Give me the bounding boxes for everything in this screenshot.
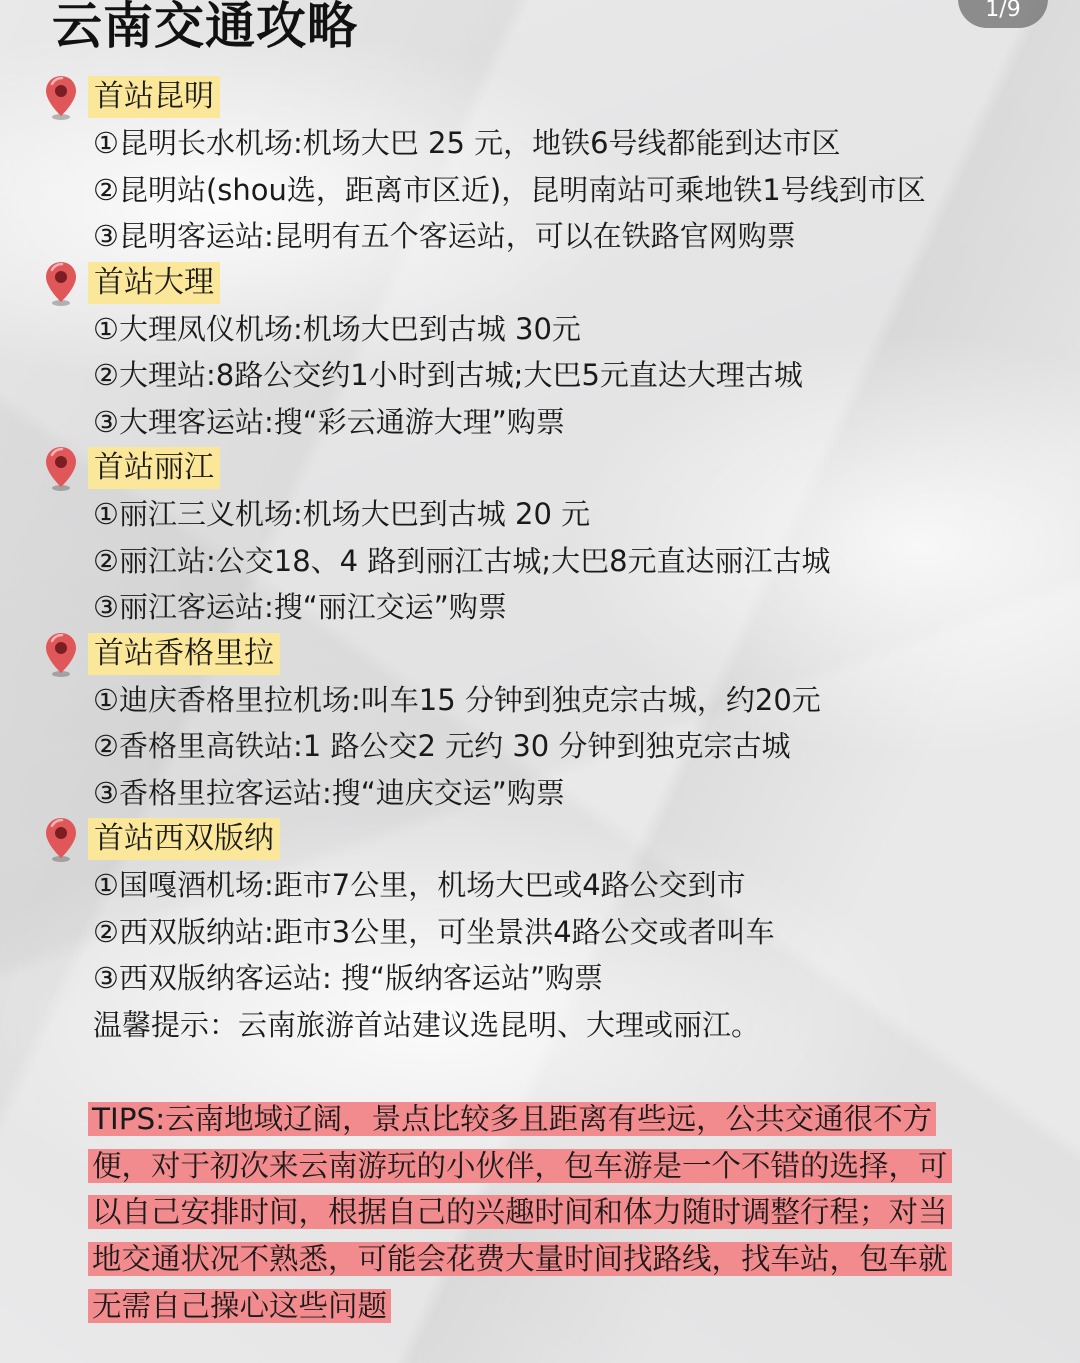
tips-text: 便，对于初次来云南游玩的小伙伴，包车游是一个不错的选择，可 [88, 1149, 952, 1183]
list-item: ①国嘎酒机场:距市7公里，机场大巴或4路公交到市 [93, 868, 746, 902]
section-title: 首站西双版纳 [88, 818, 280, 860]
tips-line [88, 1283, 1048, 1330]
section-dali [44, 260, 1044, 446]
location-pin-icon [44, 260, 78, 306]
list-item: ①大理凤仪机场:机场大巴到古城 30元 [93, 311, 581, 346]
location-pin-icon [44, 816, 78, 862]
list-item: ②大理站:8路公交约1小时到古城;大巴5元直达大理古城 [93, 358, 803, 392]
list-item: ①迪庆香格里拉机场:叫车15 分钟到独克宗古城，约20元 [93, 682, 821, 717]
tips-line [88, 1236, 1048, 1283]
list-item: ②昆明站(shou选，距离市区近)，昆明南站可乘地铁1号线到市区 [93, 172, 926, 207]
list-item: ③丽江客运站:搜“丽江交运”购票 [93, 590, 507, 624]
location-pin-icon [44, 74, 78, 120]
section-header [44, 445, 1044, 491]
section-header [44, 816, 1044, 862]
tips-line [88, 1189, 1048, 1236]
list-item: ②西双版纳站:距市3公里，可坐景洪4路公交或者叫车 [93, 914, 775, 949]
section-kunming [44, 74, 1044, 260]
content [44, 74, 1044, 1048]
section-shangri-la [44, 631, 1044, 817]
tips-text: TIPS:云南地域辽阔，景点比较多且距离有些远，公共交通很不方 [88, 1102, 936, 1136]
list-item: ③香格里拉客运站:搜“迪庆交运”购票 [93, 775, 565, 810]
list-item: ①丽江三义机场:机场大巴到古城 20 元 [93, 497, 591, 531]
section-title: 首站昆明 [88, 76, 220, 118]
list-item: ②香格里高铁站:1 路公交2 元约 30 分钟到独克宗古城 [93, 729, 791, 763]
page-title: 云南交通攻略 [52, 0, 358, 55]
list-item: ②丽江站:公交18、4 路到丽江古城;大巴8元直达丽江古城 [93, 543, 831, 578]
section-xishuangbanna [44, 816, 1044, 1002]
warm-tip: 温馨提示：云南旅游首站建议选昆明、大理或丽江。 [93, 1007, 761, 1042]
tips-block [88, 1096, 1048, 1329]
list-item: ③西双版纳客运站: 搜“版纳客运站”购票 [93, 961, 604, 995]
list-item: ③昆明客运站:昆明有五个客运站，可以在铁路官网购票 [93, 219, 796, 253]
tips-line [88, 1096, 1048, 1143]
section-lijiang [44, 445, 1044, 631]
section-header [44, 74, 1044, 120]
list-item: ③大理客运站:搜“彩云通游大理”购票 [93, 404, 565, 439]
tips-text: 以自己安排时间，根据自己的兴趣时间和体力随时调整行程；对当 [88, 1195, 952, 1229]
section-header [44, 631, 1044, 677]
tips-text: 地交通状况不熟悉，可能会花费大量时间找路线，找车站，包车就 [88, 1242, 952, 1276]
tips-line [88, 1143, 1048, 1190]
section-header [44, 260, 1044, 306]
location-pin-icon [44, 445, 78, 491]
tips-text: 无需自己操心这些问题 [88, 1289, 391, 1323]
page-indicator: 1/9 [958, 0, 1048, 28]
section-title: 首站香格里拉 [88, 633, 280, 675]
section-title: 首站丽江 [88, 447, 220, 489]
list-item: ①昆明长水机场:机场大巴 25 元，地铁6号线都能到达市区 [93, 126, 841, 160]
section-title: 首站大理 [88, 262, 220, 304]
location-pin-icon [44, 631, 78, 677]
